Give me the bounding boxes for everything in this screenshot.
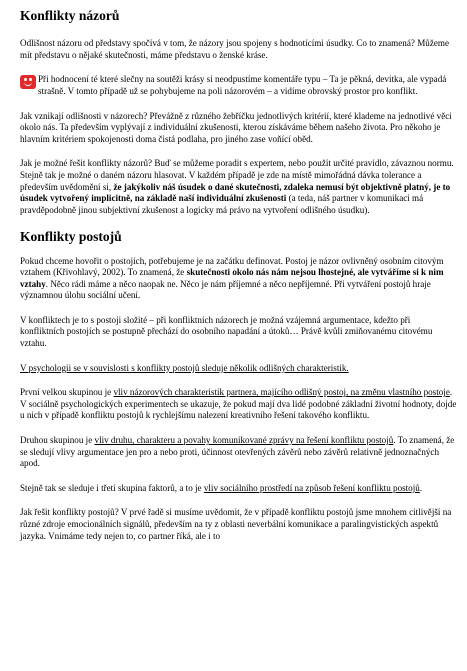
paragraph-text: . To znamená, že se sledují vlivy argumentace jen pro a nebo proti, účinnost otevřených závěrů nebo závěrů relativně jednoznačných apod. [20, 435, 455, 469]
paragraph-text: Pokud chceme hovořit o postojích, potřebujeme je na začátku definovat. Postoj je názor ovlivněný osobním citovým vztahem (Křivohlavý, 2002). To znamená, že [20, 255, 444, 278]
underlined-text: vliv druhu, charakteru a povahy komunikované zprávy na řešení konfliktu postojů [94, 435, 394, 446]
underlined-text: vliv názorových charakteristik partnera, majícího odlišný postoj, na změnu vlastního postoje [113, 387, 450, 398]
underlined-text: V psychologii se v souvislosti s konflikty postojů sleduje několik odlišných charakteristik. [20, 362, 349, 373]
paragraph-text: V konfliktech je to s postoji složité – při konfliktních názorech je možná vzájemná argumentace, kdežto při konfliktních postojích se postupně přechází do osobního napadání a útoků… Právě kvůli zmiňovanému citovému vztahu. [20, 314, 433, 349]
paragraph-with-emoji [20, 74, 457, 97]
paragraph [20, 363, 457, 375]
paragraph-text: Jak vznikají odlišnosti v názorech? Převážně z různého žebříčku jednotlivých kritérií, které klademe na jednotlivé věci okolo nás. Ta především vyplývají z individuální zkušenosti, kterou získáváme během našeho života. Pro někoho je hlavním kritériem spokojenosti doma čistá podlaha, pro jiného zase voňící oběd. [20, 110, 452, 144]
paragraph [20, 315, 457, 350]
paragraph-text: Jak je možné řešit konflikty názorů? Buď se můžeme poradit s expertem, nebo použít určité pravidlo, závaznou normu. Stejně tak je možné o daném názoru hlasovat. V každém případě je zde na místě mimořádná dávka tolerance a především uvědomění si, [20, 158, 454, 192]
section-title-konflikty-postoju: Konflikty postojů [20, 229, 122, 245]
paragraph [20, 435, 457, 470]
paragraph-text: . Něco rádi máme a něco naopak ne. Něco je nám příjemné a něco nepříjemné. Při vytváření postojů hraje významnou úlohu sociální učení. [20, 278, 431, 301]
paragraph [20, 158, 457, 216]
paragraph-text: Odlišnost názoru od představy spočívá v tom, že názory jsou spojeny s hodnotícími úsudky. Co to znamená? Můžeme mít představu o nějaké skutečnosti, máme představu o ženské kráse. [20, 38, 450, 60]
paragraph-text: . V sociálně psychologických experimentech se ukazuje, že pokud mají dva lidé podobné základní životní hodnoty, dojde u nich v případě konfliktu postojů k rychlejšímu nalezení kreativního řešení takového konfliktu. [20, 387, 457, 421]
paragraph [20, 507, 457, 542]
paragraph [20, 483, 457, 495]
paragraph-text: První velkou skupinou je [20, 387, 114, 398]
paragraph-text: Jak řešit konflikty postojů? V prvé řadě si musíme uvědomit, že v případě konfliktu postojů jsme mnohem citlivější na různé zdroje emocionálních signálů, především na ty z oblasti neverbální komunikace a paralingvistických aspektů jazyka. Vnímáme tedy nejen to, co partner říká, ale i to [20, 507, 452, 541]
section-title-konflikty-nazoru: Konflikty názorů [20, 8, 120, 23]
paragraph-text: Při hodnocení té které slečny na soutěži krásy si neodpustíme komentáře typu – Ta je pěkná, devitka, ale vypadá strašně. V tomto případě už se pohybujeme na poli názorovém – a vidíme obrovský prostor pro konflikt. [38, 74, 447, 96]
paragraph [20, 387, 457, 422]
bold-text: že jakýkoliv náš úsudek o dané skutečnosti, zdaleka nemusí být objektivně platný, je to úsudek vytvořený implicitně, na základě naší individuální zkušenosti [20, 181, 451, 204]
paragraph-text: . [419, 482, 423, 493]
paragraph-text: (a teda, náš partner v komunikaci má pravděpodobně jinou subjektivní zkušenost a logicky má právo na vytvoření odlišného úsudku). [20, 193, 424, 215]
underlined-text: vliv sociálního prostředí na způsob řešení konfliktu postojů [203, 482, 420, 493]
paragraph [20, 256, 457, 302]
paragraph-text: Druhou skupinou je [20, 435, 95, 446]
smiley-face-icon [20, 75, 36, 89]
paragraph [20, 111, 457, 146]
paragraph-text: Stejně tak se sleduje i třetí skupina faktorů, a to je [20, 482, 204, 493]
bold-text: skutečnosti okolo nás nám nejsou lhostejné, ale vytváříme si k nim vztahy [20, 267, 444, 289]
paragraph [20, 38, 457, 61]
